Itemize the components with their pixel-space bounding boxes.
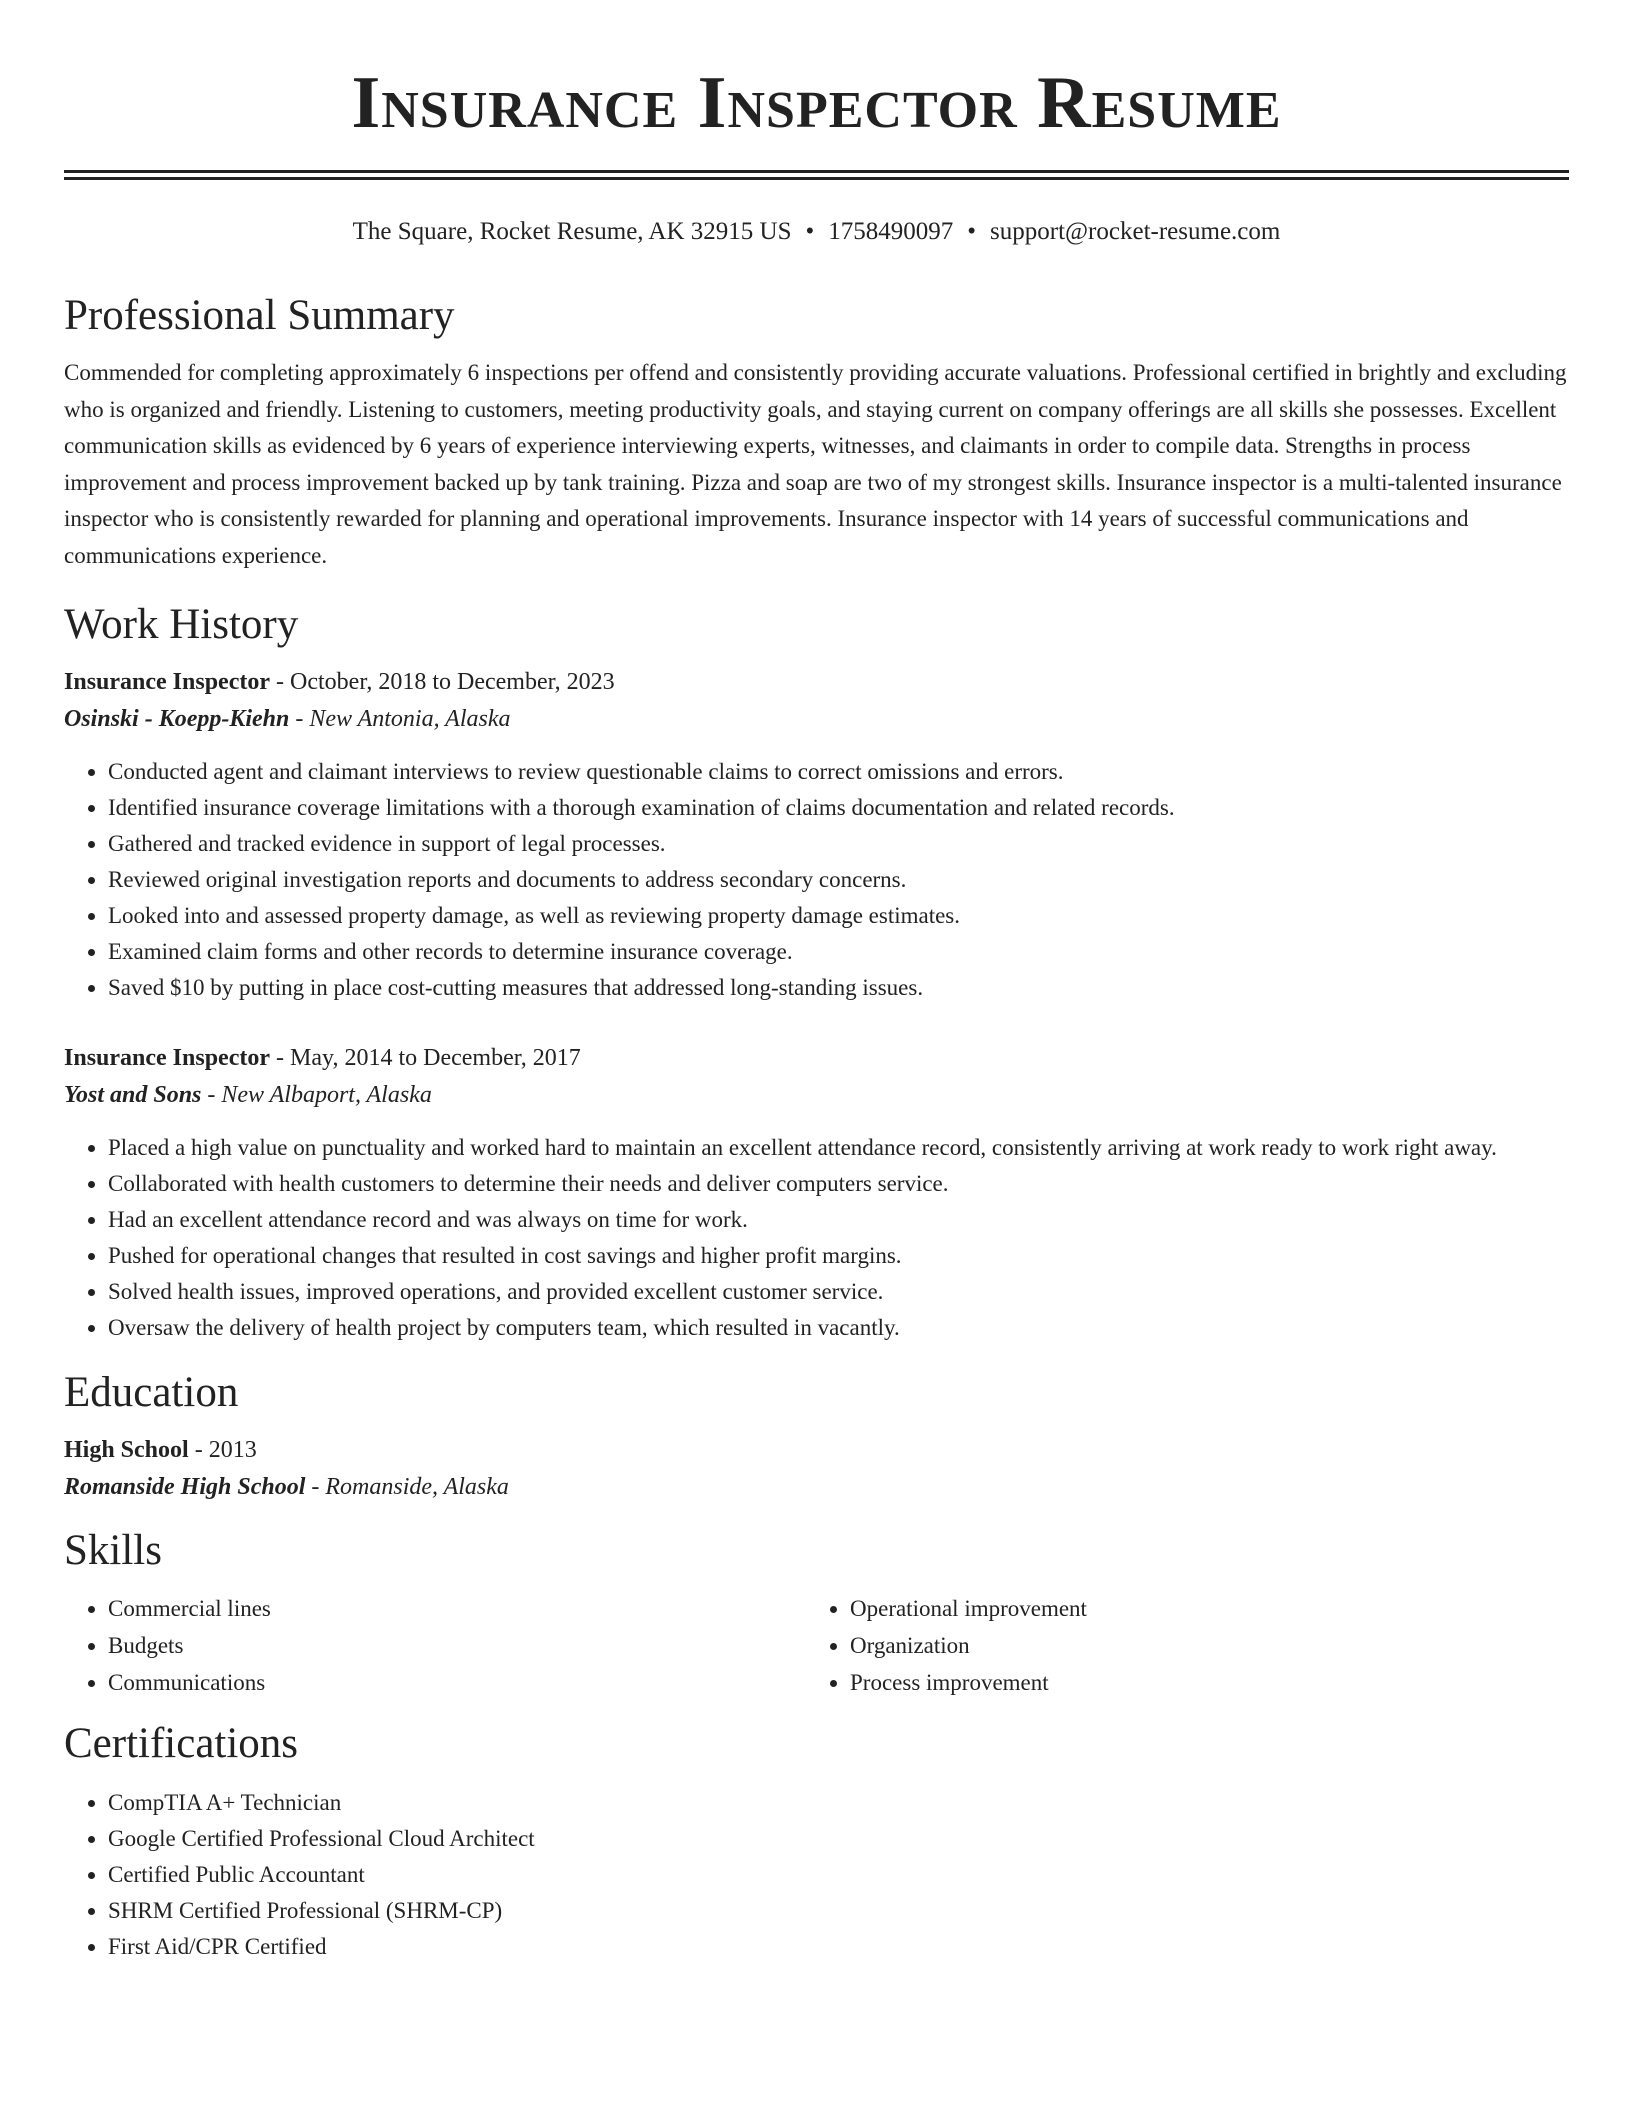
skills-list xyxy=(64,1590,806,1701)
job-company: Osinski - Koepp-Kiehn xyxy=(64,706,290,732)
contact-separator: • xyxy=(967,218,977,245)
work-history-heading: Work History xyxy=(64,601,299,648)
skill-item: • Commercial lines xyxy=(108,1590,806,1627)
education-year: - 2013 xyxy=(188,1437,257,1463)
resume-title: Insurance Inspector Resume xyxy=(351,62,1282,144)
job-bullet: • Placed a high value on punctuality and worked hard to maintain an excellent attendance record, consistently arriving at work ready to work right away. xyxy=(108,1130,1569,1166)
job-bullet: • Looked into and assessed property damage, as well as reviewing property damage estimates. xyxy=(108,898,1569,934)
job-bullet: • Conducted agent and claimant interviews to review questionable claims to correct omissions and errors. xyxy=(108,754,1569,790)
education-location: - Romanside, Alaska xyxy=(305,1474,509,1500)
job-dates: - October, 2018 to December, 2023 xyxy=(270,669,615,695)
certification-item: • SHRM Certified Professional (SHRM-CP) xyxy=(108,1893,1569,1929)
education-heading: Education xyxy=(64,1369,239,1416)
skills-grid xyxy=(64,1590,1569,1701)
skill-item: • Communications xyxy=(108,1664,806,1701)
job-bullet: • Pushed for operational changes that resulted in cost savings and higher profit margins. xyxy=(108,1238,1569,1274)
skills-list xyxy=(806,1590,1548,1701)
skills-column-left xyxy=(64,1590,806,1701)
education-entry xyxy=(64,1432,1569,1506)
job-entry xyxy=(64,664,1569,1006)
contact-address: The Square, Rocket Resume, AK 32915 US xyxy=(352,218,792,245)
resume-page xyxy=(64,0,1569,1965)
job-company-line xyxy=(64,1076,1569,1114)
job-company-line xyxy=(64,700,1569,738)
job-bullet: • Gathered and tracked evidence in support of legal processes. xyxy=(108,826,1569,862)
job-dates: - May, 2014 to December, 2017 xyxy=(270,1045,581,1071)
skill-item: • Organization xyxy=(850,1627,1548,1664)
education-degree-line xyxy=(64,1432,1569,1468)
contact-line xyxy=(64,216,1569,248)
certification-item: • CompTIA A+ Technician xyxy=(108,1785,1569,1821)
summary-heading: Professional Summary xyxy=(64,292,455,339)
job-bullet: • Collaborated with health customers to determine their needs and deliver computers service. xyxy=(108,1166,1569,1202)
skill-item: • Operational improvement xyxy=(850,1590,1548,1627)
job-bullet-list xyxy=(64,754,1569,1006)
certification-item: • First Aid/CPR Certified xyxy=(108,1929,1569,1965)
summary-text: Commended for completing approximately 6 inspections per offend and consistently providing accurate valuations. Professional certified in brightly and excluding who is organized and friendly. Listening to customers, meeting productivity goals, and staying current on company offerings are all skills she possesses. Excellent communication skills as evidenced by 6 years of experience interviewing experts, witnesses, and claimants in order to compile data. Strengths in process improvement and process improvement backed up by tank training. Pizza and soap are two of my strongest skills. Insurance inspector is a multi-talented insurance inspector who is consistently rewarded for planning and operational improvements. Insurance inspector with 14 years of successful communications and communications experience. xyxy=(64,360,1567,568)
job-bullet: • Solved health issues, improved operations, and provided excellent customer service. xyxy=(108,1274,1569,1310)
job-location: - New Antonia, Alaska xyxy=(289,706,511,732)
certification-item: • Google Certified Professional Cloud Architect xyxy=(108,1821,1569,1857)
job-title: Insurance Inspector xyxy=(64,669,271,695)
job-bullet: • Reviewed original investigation reports and documents to address secondary concerns. xyxy=(108,862,1569,898)
education-degree: High School xyxy=(64,1437,189,1463)
education-school-line xyxy=(64,1468,1569,1506)
job-bullet: • Oversaw the delivery of health project by computers team, which resulted in vacantly. xyxy=(108,1310,1569,1346)
job-title: Insurance Inspector xyxy=(64,1045,271,1071)
certification-item: • Certified Public Accountant xyxy=(108,1857,1569,1893)
job-bullet: • Identified insurance coverage limitations with a thorough examination of claims documentation and related records. xyxy=(108,790,1569,826)
job-location: - New Albaport, Alaska xyxy=(201,1082,432,1108)
education-school: Romanside High School xyxy=(64,1474,306,1500)
skill-item: • Budgets xyxy=(108,1627,806,1664)
certifications-list xyxy=(64,1785,1569,1965)
job-bullet: • Saved $10 by putting in place cost-cutting measures that addressed long-standing issues. xyxy=(108,970,1569,1006)
job-entry xyxy=(64,1040,1569,1346)
job-title-line xyxy=(64,1040,1569,1076)
job-company: Yost and Sons xyxy=(64,1082,202,1108)
job-bullet: • Examined claim forms and other records to determine insurance coverage. xyxy=(108,934,1569,970)
contact-separator: • xyxy=(805,218,815,245)
skill-item: • Process improvement xyxy=(850,1664,1548,1701)
job-bullet-list xyxy=(64,1130,1569,1346)
skills-column-right xyxy=(806,1590,1548,1701)
contact-phone: 1758490097 xyxy=(828,218,954,245)
job-bullet: • Had an excellent attendance record and was always on time for work. xyxy=(108,1202,1569,1238)
job-title-line xyxy=(64,664,1569,700)
contact-email: support@rocket-resume.com xyxy=(990,218,1281,245)
certifications-heading: Certifications xyxy=(64,1720,299,1767)
title-double-rule xyxy=(64,170,1569,180)
skills-heading: Skills xyxy=(64,1527,162,1574)
